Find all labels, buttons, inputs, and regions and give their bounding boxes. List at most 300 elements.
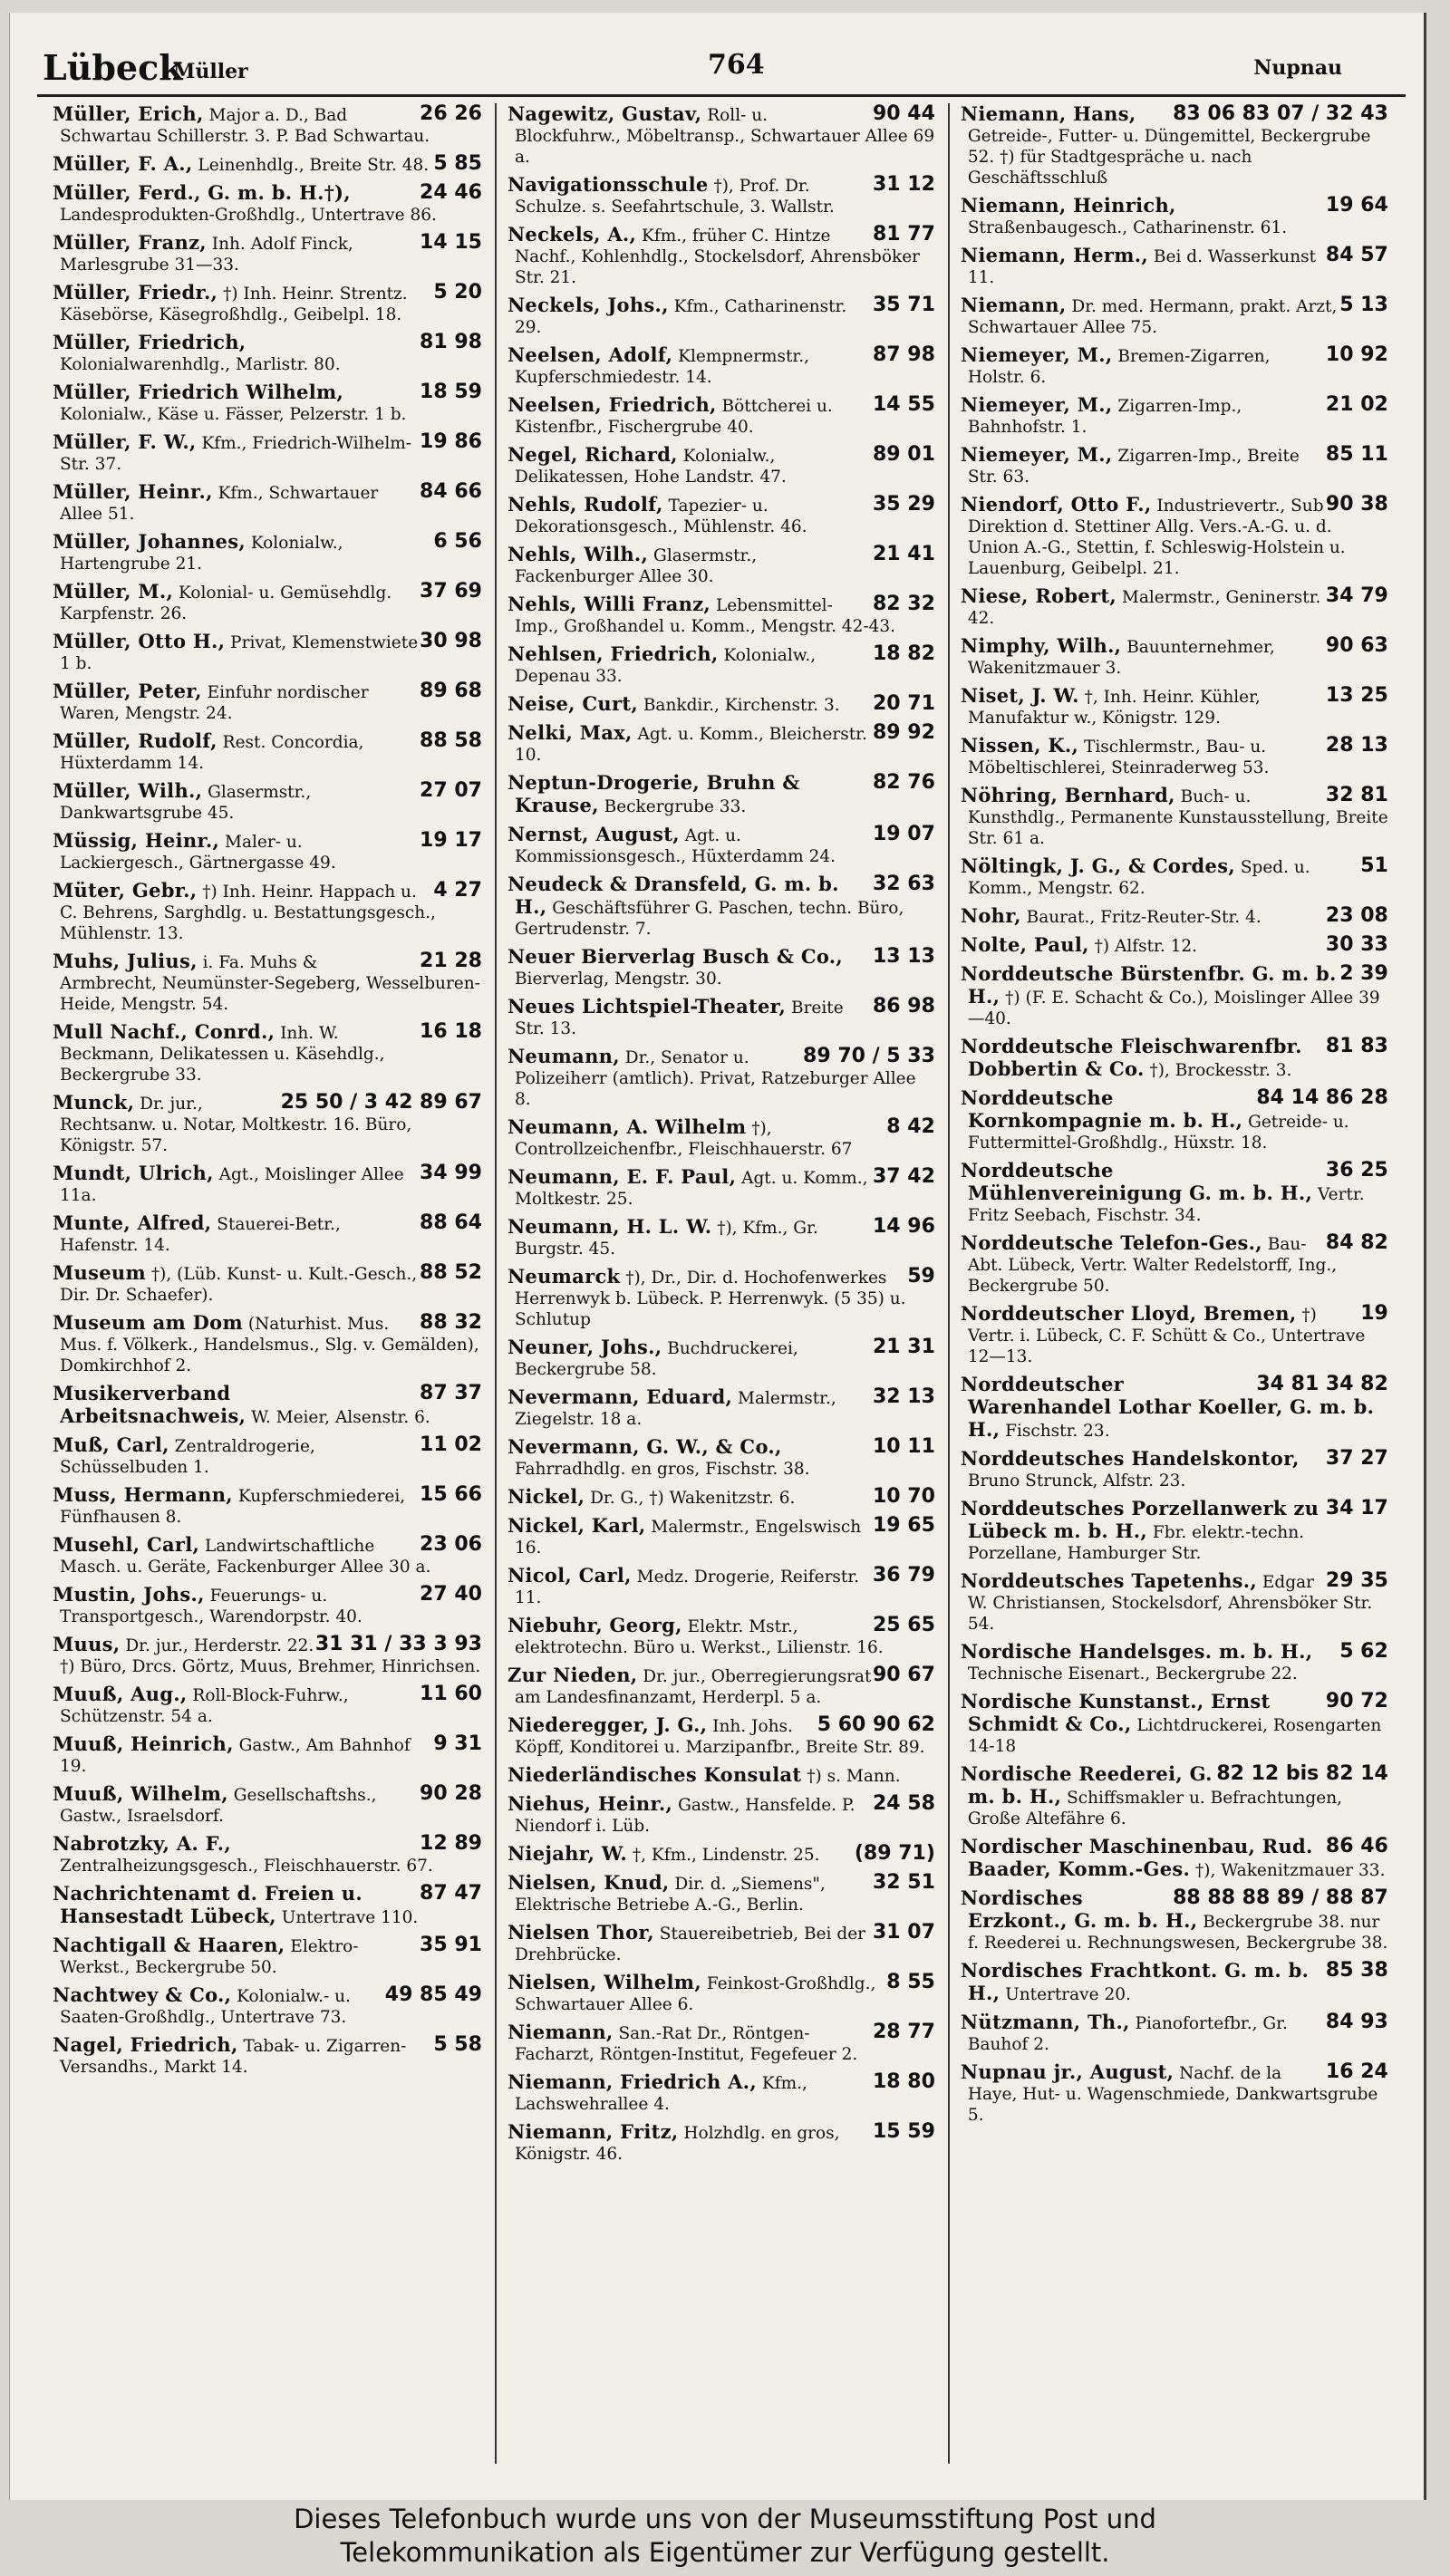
entry-name: Muuß, Heinrich, xyxy=(53,1732,234,1755)
directory-entry xyxy=(53,830,482,873)
directory-entry xyxy=(961,1374,1388,1442)
directory-entry xyxy=(508,444,935,487)
entry-phone: 24 46 xyxy=(420,181,482,204)
entry-phone: 27 40 xyxy=(420,1583,482,1606)
entry-name: Mustin, Johs., xyxy=(53,1583,205,1606)
directory-entry xyxy=(508,1046,935,1110)
directory-entry xyxy=(53,1484,482,1528)
directory-entry xyxy=(961,1836,1388,1881)
entry-name: Norddeutsche Bürstenfbr. G. m. b. H., xyxy=(960,962,1337,1008)
entry-phone: 5 20 xyxy=(433,281,482,304)
entry-details: Inh. W. Beckmann, Delikatessen u. Käsehdlg., Beckergrube 33. xyxy=(60,1024,385,1085)
entry-details: Agt. u. Kommissionsgesch., Hüxterdamm 24. xyxy=(514,826,836,866)
directory-entry xyxy=(53,481,482,525)
entry-phone: 84 93 xyxy=(1325,2011,1388,2033)
entry-name: Nordischer Maschinenbau, Rud. Baader, Komm.-Ges. xyxy=(960,1835,1313,1880)
entry-phone: 14 55 xyxy=(872,393,935,416)
directory-entry xyxy=(53,1163,482,1206)
directory-entry xyxy=(508,1166,935,1210)
entry-phone: 5 60 90 62 xyxy=(817,1713,935,1736)
entry-name: Müller, F. W., xyxy=(53,430,197,453)
header-last-name: Nupnau xyxy=(1253,56,1342,80)
directory-entry xyxy=(961,1160,1388,1226)
entry-name: Nordische Reederei, G. m. b. H., xyxy=(960,1762,1213,1808)
directory-columns xyxy=(42,103,1401,2464)
directory-entry xyxy=(961,1570,1388,1635)
directory-entry xyxy=(53,1934,482,1978)
entry-name: Neckels, Johs., xyxy=(507,294,669,316)
entry-name: Neise, Curt, xyxy=(507,692,638,715)
entry-name: Müssig, Heinr., xyxy=(53,829,220,852)
directory-column-2 xyxy=(495,103,948,2464)
directory-entry xyxy=(53,1212,482,1256)
entry-name: Nordische Handelsges. m. b. H., xyxy=(960,1640,1313,1663)
entry-name: Nissen, K., xyxy=(960,734,1079,757)
directory-entry xyxy=(508,344,935,388)
directory-entry xyxy=(53,1783,482,1827)
directory-entry xyxy=(961,394,1388,438)
entry-name: Müller, M., xyxy=(53,580,174,603)
entry-details: Einfuhr nordischer Waren, Mengstr. 24. xyxy=(60,683,369,723)
entry-phone: 16 18 xyxy=(420,1020,482,1043)
entry-phone: 51 xyxy=(1360,854,1388,877)
entry-name: Niehus, Heinr., xyxy=(507,1792,673,1815)
entry-name: Nickel, Karl, xyxy=(507,1514,646,1537)
entry-details: Leinenhdlg., Breite Str. 48. xyxy=(198,156,430,175)
entry-phone: 26 26 xyxy=(420,102,482,125)
entry-details: Kfm., Lachswehrallee 4. xyxy=(514,2074,807,2114)
entry-name: Nöltingk, J. G., & Cordes, xyxy=(960,854,1235,877)
entry-details: Dr. G., †) Wakenitzstr. 6. xyxy=(590,1489,796,1508)
entry-phone: 5 62 xyxy=(1339,1640,1388,1663)
entry-details: Roll- u. Blockfuhrw., Möbeltransp., Schwartauer Allee 69 a. xyxy=(514,106,935,167)
directory-entry xyxy=(508,593,935,637)
entry-phone: 28 77 xyxy=(872,2021,935,2043)
entry-name: Munck, xyxy=(53,1091,135,1114)
entry-phone: 89 01 xyxy=(872,443,935,466)
entry-phone: 8 42 xyxy=(886,1115,935,1138)
entry-details: Elektro-Werkst., Beckergrube 50. xyxy=(60,1937,359,1977)
directory-entry xyxy=(508,1764,935,1787)
entry-phone: 49 85 49 xyxy=(384,1983,482,2006)
entry-name: Nehls, Rudolf, xyxy=(507,493,663,516)
directory-entry xyxy=(508,1116,935,1160)
entry-phone: 90 63 xyxy=(1325,634,1388,657)
entry-details: Beckergrube 33. xyxy=(604,797,747,816)
entry-details: Dir. d. „Siemens", Elektrische Betriebe A.-G., Berlin. xyxy=(514,1875,826,1915)
entry-phone: 89 68 xyxy=(420,680,482,702)
entry-phone: 89 70 / 5 33 xyxy=(803,1045,935,1067)
entry-name: Nicol, Carl, xyxy=(507,1564,632,1587)
entry-details: Getreide-, Futter- u. Düngemittel, Beckergrube 52. †) für Stadtgespräche u. nach Geschäftsschluß xyxy=(967,127,1371,188)
entry-details: San.-Rat Dr., Röntgen-Facharzt, Röntgen-Institut, Fegefeuer 2. xyxy=(514,2024,858,2064)
entry-details: Maler- u. Lackiergesch., Gärtnergasse 49. xyxy=(60,833,336,873)
entry-details: Landesprodukten-Großhdlg., Untertrave 86. xyxy=(60,206,437,225)
entry-phone: 83 06 83 07 / 32 43 xyxy=(1173,102,1388,125)
directory-entry xyxy=(53,1383,482,1428)
directory-entry xyxy=(508,946,935,989)
footer-line-2: Telekommunikation als Eigentümer zur Verfügung gestellt. xyxy=(340,2537,1110,2568)
directory-entry xyxy=(961,1448,1388,1491)
entry-phone: 14 15 xyxy=(420,231,482,254)
directory-entry xyxy=(508,294,935,338)
entry-name: Niemann, Herm., xyxy=(960,244,1149,266)
entry-name: Norddeutsches Tapetenhs., xyxy=(960,1569,1258,1592)
entry-details: †), Controllzeichenfbr., Fleischhauerstr. 67 xyxy=(514,1119,853,1159)
entry-phone: 30 98 xyxy=(420,630,482,652)
entry-phone: 2 39 xyxy=(1339,962,1388,985)
entry-details: †) (F. E. Schacht & Co.), Moislinger Allee 39—40. xyxy=(967,989,1380,1028)
directory-entry xyxy=(508,996,935,1039)
entry-phone: 14 96 xyxy=(872,1215,935,1238)
directory-entry xyxy=(961,1303,1388,1367)
entry-details: Bierverlag, Mengstr. 30. xyxy=(514,970,722,989)
entry-details: †) Vertr. i. Lübeck, C. F. Schütt & Co., Untertrave 12—13. xyxy=(967,1306,1366,1366)
entry-details: Bei d. Wasserkunst 11. xyxy=(967,247,1317,287)
directory-entry xyxy=(508,1436,935,1480)
entry-details: Buch- u. Kunsthdlg., Permanente Kunstausstellung, Breite Str. 61 a. xyxy=(967,787,1388,848)
entry-name: Nehlsen, Friedrich, xyxy=(507,642,719,665)
directory-entry xyxy=(508,1793,935,1837)
entry-name: Nohr, xyxy=(960,904,1021,927)
directory-entry xyxy=(961,1036,1388,1081)
entry-name: Nernst, August, xyxy=(507,823,680,845)
scanned-page xyxy=(9,13,1426,2500)
entry-details: Industrievertr., Sub Direktion d. Stettiner Allg. Vers.-A.-G. u. d. Union A.-G., Stettin, f. Schleswig-Holstein u. Lauenburg, Geibelpl. 21. xyxy=(967,497,1346,578)
entry-phone: 5 85 xyxy=(433,152,482,175)
entry-phone: 86 46 xyxy=(1325,1835,1388,1857)
entry-name: Neckels, A., xyxy=(507,223,637,246)
directory-entry xyxy=(508,1714,935,1758)
directory-entry xyxy=(508,103,935,168)
entry-name: Niemann, Fritz, xyxy=(507,2120,679,2143)
directory-entry xyxy=(961,195,1388,238)
entry-phone: 24 58 xyxy=(872,1792,935,1815)
entry-name: Navigationsschule xyxy=(507,173,709,196)
header-first-name: Müller xyxy=(173,60,248,83)
entry-details: Lichtdruckerei, Rosengarten 14-18 xyxy=(967,1716,1382,1756)
directory-entry xyxy=(508,544,935,587)
entry-name: Müller, Rudolf, xyxy=(53,729,218,752)
entry-details: Bremen-Zigarren, Holstr. 6. xyxy=(967,347,1271,387)
entry-phone: 25 50 / 3 42 89 67 xyxy=(280,1091,482,1114)
entry-details: Untertrave 20. xyxy=(1005,1985,1131,2004)
entry-name: Nehls, Willi Franz, xyxy=(507,593,711,615)
entry-details: Tischlermstr., Bau- u. Möbeltischlerei, Steinraderweg 53. xyxy=(967,738,1270,777)
footer-notice xyxy=(0,2503,1450,2576)
entry-phone: 11 60 xyxy=(420,1683,482,1705)
entry-name: Müller, Friedrich Wilhelm, xyxy=(53,381,344,403)
directory-entry xyxy=(53,1021,482,1085)
directory-entry xyxy=(508,394,935,438)
entry-name: Neptun-Drogerie, Bruhn & Krause, xyxy=(507,771,800,816)
entry-details: i. Fa. Muhs & Armbrecht, Neumünster-Segeberg, Wesselburen-Heide, Mengstr. 54. xyxy=(60,953,480,1014)
entry-phone: 88 64 xyxy=(420,1211,482,1234)
entry-phone: 30 33 xyxy=(1325,933,1388,956)
entry-details: Fahrradhdlg. en gros, Fischstr. 38. xyxy=(514,1460,810,1479)
entry-details: Kolonialw., Depenau 33. xyxy=(514,646,817,686)
directory-entry xyxy=(53,1833,482,1877)
directory-entry xyxy=(961,785,1388,849)
entry-phone: 88 88 88 89 / 88 87 xyxy=(1173,1886,1388,1909)
entry-details: †) Inh. Heinr. Happach u. C. Behrens, Sarghdlg. u. Bestattungsgesch., Mühlenstr. 13. xyxy=(60,883,436,943)
entry-phone: 19 17 xyxy=(420,829,482,852)
directory-entry xyxy=(508,2021,935,2065)
entry-phone: 5 13 xyxy=(1339,294,1388,316)
entry-phone: 84 14 86 28 xyxy=(1256,1086,1388,1109)
entry-details: Malermstr., Geninerstr. 42. xyxy=(967,588,1321,628)
entry-details: Feinkost-Großhdlg., Schwartauer Allee 6. xyxy=(514,1974,876,2014)
entry-name: Neumann, xyxy=(507,1045,620,1067)
entry-details: Dr., Senator u. Polizeiherr (amtlich). Privat, Ratzeburger Allee 8. xyxy=(514,1048,916,1109)
directory-entry xyxy=(508,1922,935,1965)
entry-phone: 23 08 xyxy=(1325,904,1388,927)
directory-entry xyxy=(53,1984,482,2028)
entry-name: Niese, Robert, xyxy=(960,584,1116,607)
entry-details: Kfm., Schwartauer Allee 51. xyxy=(60,484,379,524)
directory-entry xyxy=(508,1216,935,1259)
entry-details: †), Kfm., Gr. Burgstr. 45. xyxy=(514,1219,818,1259)
directory-entry xyxy=(53,1733,482,1777)
entry-name: Nielsen, Wilhelm, xyxy=(507,1971,701,1993)
entry-phone: 31 07 xyxy=(872,1921,935,1944)
entry-name: Niederländisches Konsulat xyxy=(507,1763,802,1786)
entry-name: Müller, Erich, xyxy=(53,102,204,125)
entry-details: Inh. Adolf Finck, Marlesgrube 31—33. xyxy=(60,235,353,275)
entry-details: Kfm., früher C. Hintze Nachf., Kohlenhdlg., Stockelsdorf, Ahrensböker Str. 21. xyxy=(514,227,920,287)
entry-name: Muhs, Julius, xyxy=(53,950,198,972)
entry-name: Muß, Carl, xyxy=(53,1433,169,1456)
directory-entry xyxy=(961,1887,1388,1954)
entry-phone: 19 86 xyxy=(420,430,482,453)
entry-details: Dr. jur., Oberregierungsrat am Landesfinanzamt, Herderpl. 5 a. xyxy=(514,1667,872,1707)
entry-name: Neumarck xyxy=(507,1265,621,1288)
entry-details: Elektr. Mstr., elektrotechn. Büro u. Werkst., Lilienstr. 16. xyxy=(514,1617,884,1657)
entry-name: Müller, Wilh., xyxy=(53,779,203,802)
directory-entry xyxy=(53,182,482,226)
directory-entry xyxy=(961,934,1388,957)
entry-name: Neues Lichtspiel-Theater, xyxy=(507,995,787,1018)
directory-entry xyxy=(961,294,1388,338)
entry-name: Mull Nachf., Conrd., xyxy=(53,1020,276,1043)
entry-details: Gastw., Hansfelde. P. Niendorf i. Lüb. xyxy=(514,1796,856,1836)
directory-entry xyxy=(53,631,482,674)
entry-name: Niemann, Hans, xyxy=(960,102,1136,125)
entry-phone: 4 27 xyxy=(433,879,482,902)
entry-details: Getreide- u. Futtermittel-Großhdlg., Hüxstr. 18. xyxy=(967,1113,1349,1153)
entry-details: Major a. D., Bad Schwartau Schillerstr. 3. P. Bad Schwartau. xyxy=(60,106,430,146)
entry-phone: 21 28 xyxy=(420,950,482,972)
entry-details: Bankdir., Kirchenstr. 3. xyxy=(643,696,840,715)
entry-name: Neelsen, Adolf, xyxy=(507,343,673,366)
entry-phone: 25 65 xyxy=(872,1614,935,1636)
entry-phone: 10 70 xyxy=(872,1485,935,1508)
entry-name: Niemeyer, M., xyxy=(960,443,1113,466)
directory-entry xyxy=(508,2071,935,2115)
entry-details: Straßenbaugesch., Catharinenstr. 61. xyxy=(967,218,1288,237)
entry-name: Müller, Johannes, xyxy=(53,530,246,553)
entry-details: Malermstr., Ziegelstr. 18 a. xyxy=(514,1389,836,1429)
directory-entry xyxy=(508,643,935,687)
entry-phone: 37 27 xyxy=(1325,1447,1388,1470)
entry-details: Agt., Moislinger Allee 11a. xyxy=(60,1165,404,1205)
header-city: Lübeck xyxy=(43,47,183,88)
entry-details: Dr. jur., Herderstr. 22. †) Büro, Drcs. Görtz, Muus, Brehmer, Hinrichsen. xyxy=(60,1636,481,1676)
entry-details: Zigarren-Imp., Bahnhofstr. 1. xyxy=(967,397,1242,437)
entry-details: Baurat., Fritz-Reuter-Str. 4. xyxy=(1026,908,1262,927)
directory-column-3 xyxy=(948,103,1401,2464)
entry-details: †) Alfstr. 12. xyxy=(1094,937,1198,956)
entry-phone: 18 82 xyxy=(872,642,935,665)
entry-phone: 32 13 xyxy=(872,1385,935,1408)
directory-entry xyxy=(508,693,935,716)
entry-name: Norddeutsches Handelskontor, xyxy=(960,1447,1300,1470)
entry-details: †), Brockesstr. 3. xyxy=(1149,1061,1292,1080)
entry-details: Bauunternehmer, Wakenitzmauer 3. xyxy=(967,638,1275,678)
directory-entry xyxy=(961,444,1388,487)
entry-name: Nehls, Wilh., xyxy=(507,543,649,565)
entry-phone: 16 24 xyxy=(1325,2060,1388,2083)
directory-entry xyxy=(53,381,482,425)
entry-name: Muss, Hermann, xyxy=(53,1483,233,1506)
directory-entry xyxy=(53,1534,482,1577)
entry-phone: 36 79 xyxy=(872,1564,935,1587)
entry-details: †) Inh. Heinr. Strentz. Käsebörse, Käsegroßhdlg., Geibelpl. 18. xyxy=(60,285,408,324)
entry-name: Norddeutsche Fleischwarenfbr. Dobbertin & Co. xyxy=(960,1035,1302,1080)
directory-entry xyxy=(53,581,482,624)
entry-name: Nützmann, Th., xyxy=(960,2011,1130,2033)
directory-entry xyxy=(961,905,1388,928)
entry-name: Nelki, Max, xyxy=(507,721,633,744)
entry-details: †), Prof. Dr. Schulze. s. Seefahrtschule, 3. Wallstr. xyxy=(514,177,835,217)
entry-name: Nachtwey & Co., xyxy=(53,1983,232,2006)
entry-name: Niemann, Friedrich A., xyxy=(507,2070,758,2093)
entry-name: Nordische Kunstanst., Ernst Schmidt & Co., xyxy=(960,1690,1271,1735)
entry-details: (Naturhist. Mus. Mus. f. Völkerk., Handelsmus., Slg. v. Gemälden), Domkirchhof 2. xyxy=(60,1315,479,1375)
entry-details: Nachf. de la Haye, Hut- u. Wagenschmiede, Dankwartsgrube 5. xyxy=(967,2064,1378,2125)
entry-phone: 11 02 xyxy=(420,1433,482,1456)
directory-entry xyxy=(961,494,1388,579)
entry-phone: 13 25 xyxy=(1325,684,1388,707)
directory-entry xyxy=(961,963,1388,1029)
entry-details: †), (Lüb. Kunst- u. Kult.-Gesch., Dir. Dr. Schaefer). xyxy=(60,1265,418,1305)
directory-entry xyxy=(961,635,1388,679)
entry-details: Tabak- u. Zigarren-Versandhs., Markt 14. xyxy=(60,2037,407,2077)
entry-details: Geschäftsführer G. Paschen, techn. Büro, Gertrudenstr. 7. xyxy=(514,899,904,939)
entry-phone: 18 80 xyxy=(872,2070,935,2093)
entry-phone: 82 32 xyxy=(872,593,935,615)
entry-details: Agt. u. Komm., Bleicherstr. 10. xyxy=(514,725,867,765)
entry-details: Kolonialw., Delikatessen, Hohe Landstr. 47. xyxy=(514,447,787,487)
entry-details: Malermstr., Engelswisch 16. xyxy=(514,1518,862,1558)
entry-phone: 59 xyxy=(907,1265,935,1288)
entry-phone: 81 77 xyxy=(872,223,935,246)
directory-entry xyxy=(53,531,482,574)
entry-details: Schiffsmakler u. Befrachtungen, Große Altefähre 6. xyxy=(967,1789,1343,1828)
entry-details: Glasermstr., Dankwartsgrube 45. xyxy=(60,783,312,823)
entry-details: Privat, Klemenstwiete 1 b. xyxy=(60,633,419,673)
page-number: 764 xyxy=(708,49,765,81)
entry-name: Zur Nieden, xyxy=(507,1664,638,1686)
entry-details: Feuerungs- u. Transportgesch., Warendorpstr. 40. xyxy=(60,1587,362,1626)
entry-phone: 90 44 xyxy=(872,102,935,125)
entry-phone: 90 28 xyxy=(420,1782,482,1805)
directory-entry xyxy=(961,245,1388,288)
directory-entry xyxy=(961,855,1388,899)
entry-name: Müller, Franz, xyxy=(53,231,207,254)
entry-phone: 13 13 xyxy=(872,945,935,968)
entry-name: Norddeutsche Kornkompagnie m. b. H., xyxy=(960,1086,1243,1132)
entry-name: Niendorf, Otto F., xyxy=(960,493,1152,516)
entry-details: Klempnermstr., Kupferschmiedestr. 14. xyxy=(514,347,809,387)
entry-phone: 82 12 bis 82 14 xyxy=(1216,1762,1388,1785)
directory-entry xyxy=(53,332,482,375)
entry-name: Müller, Peter, xyxy=(53,680,202,702)
entry-details: Kupferschmiederei, Fünfhausen 8. xyxy=(60,1487,406,1527)
entry-phone: 87 47 xyxy=(420,1882,482,1905)
entry-details: Fischstr. 23. xyxy=(1005,1422,1110,1441)
entry-name: Nielsen, Knud, xyxy=(507,1871,670,1894)
entry-phone: 18 59 xyxy=(420,381,482,403)
entry-details: Bruno Strunck, Alfstr. 23. xyxy=(967,1471,1186,1491)
directory-entry xyxy=(53,2034,482,2078)
entry-name: Mundt, Ulrich, xyxy=(53,1162,214,1184)
entry-details: Kolonialwarenhdlg., Marlistr. 80. xyxy=(60,355,341,374)
directory-entry xyxy=(508,1515,935,1558)
entry-phone: 84 57 xyxy=(1325,244,1388,266)
entry-details: Untertrave 110. xyxy=(281,1908,419,1927)
entry-name: Norddeutsches Porzellanwerk zu Lübeck m. b. H., xyxy=(960,1497,1320,1542)
entry-details: Beckergrube 38. nur f. Reederei u. Rechnungswesen, Beckergrube 38. xyxy=(967,1913,1388,1953)
entry-phone: 37 69 xyxy=(420,580,482,603)
entry-phone: 84 66 xyxy=(420,480,482,503)
directory-entry xyxy=(508,1972,935,2015)
directory-entry xyxy=(961,103,1388,188)
entry-details: Kolonialw.- u. Saaten-Großhdlg., Untertrave 73. xyxy=(60,1987,351,2027)
entry-phone: 34 81 34 82 xyxy=(1256,1373,1388,1395)
entry-name: Neumann, E. F. Paul, xyxy=(507,1165,737,1188)
entry-name: Nupnau jr., August, xyxy=(960,2060,1174,2083)
entry-name: Niemann, xyxy=(507,2021,614,2043)
entry-phone: 21 02 xyxy=(1325,393,1388,416)
entry-details: Vertr. Fritz Seebach, Fischstr. 34. xyxy=(967,1185,1365,1225)
entry-phone: 81 83 xyxy=(1325,1035,1388,1057)
entry-phone: 9 31 xyxy=(433,1732,482,1755)
entry-phone: 32 51 xyxy=(872,1871,935,1894)
entry-details: Fbr. elektr.-techn. Porzellane, Hamburger Str. xyxy=(967,1523,1305,1563)
entry-details: †), Dr., Dir. d. Hochofenwerkes Herrenwyk b. Lübeck. P. Herrenwyk. (5 35) u. Schlutup xyxy=(514,1269,906,1329)
entry-name: Munte, Alfred, xyxy=(53,1211,212,1234)
entry-details: Kfm., Friedrich-Wilhelm-Str. 37. xyxy=(60,434,412,474)
entry-details: Kolonialw., Käse u. Fässer, Pelzerstr. 1 b. xyxy=(60,405,407,424)
entry-name: Nöhring, Bernhard, xyxy=(960,784,1175,806)
directory-entry xyxy=(508,1843,935,1866)
entry-name: Musikerverband Arbeitsnachweis, xyxy=(53,1382,246,1427)
entry-details: †, Kfm., Lindenstr. 25. xyxy=(632,1846,820,1865)
entry-details: Dr. jur., Rechtsanw. u. Notar, Moltkestr. 16. Büro, Königstr. 57. xyxy=(60,1095,412,1155)
directory-entry xyxy=(53,232,482,275)
entry-phone: 15 66 xyxy=(420,1483,482,1506)
entry-phone: 90 67 xyxy=(872,1664,935,1686)
directory-entry xyxy=(508,722,935,766)
entry-phone: 34 99 xyxy=(420,1162,482,1184)
entry-name: Niemeyer, M., xyxy=(960,393,1113,416)
entry-details: Lebensmittel-Imp., Großhandel u. Komm., Mengstr. 42-43. xyxy=(514,596,896,636)
directory-entry xyxy=(508,1266,935,1330)
entry-phone: 32 63 xyxy=(872,873,935,895)
directory-entry xyxy=(508,224,935,288)
directory-entry xyxy=(53,1434,482,1478)
